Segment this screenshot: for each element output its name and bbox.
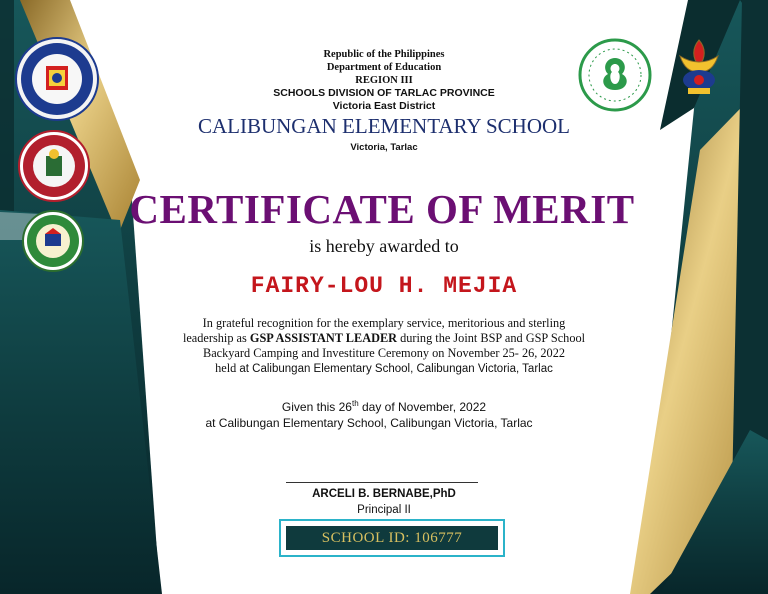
school-id-text: SCHOOL ID: 106777 bbox=[286, 526, 498, 550]
signatory-name: ARCELI B. BERNABE,PhD bbox=[312, 488, 456, 500]
given-block bbox=[0, 396, 768, 431]
given-date-pre: Given this 26 bbox=[281, 400, 352, 414]
paragraph-line-4-pre: held bbox=[215, 361, 240, 375]
school-location: Victoria, Tarlac bbox=[350, 142, 418, 153]
paragraph-line-4 bbox=[0, 361, 768, 377]
role-highlight: GSP ASSISTANT LEADER bbox=[249, 331, 398, 345]
paragraph-line-4-post: at Calibungan Elementary School, Calibungan Victoria, Tarlac bbox=[239, 363, 553, 375]
paragraph-line-2-post: during the Joint BSP and GSP School bbox=[397, 331, 586, 345]
given-date-post: day of November, 2022 bbox=[358, 400, 487, 414]
given-place: at Calibungan Elementary School, Calibungan Victoria, Tarlac bbox=[205, 416, 533, 430]
school-name: CALIBUNGAN ELEMENTARY SCHOOL bbox=[197, 114, 571, 138]
header-division: SCHOOLS DIVISION OF TARLAC PROVINCE bbox=[273, 87, 495, 99]
recipient-name: FAIRY-LOU H. MEJIA bbox=[250, 273, 518, 299]
header-region: REGION III bbox=[355, 75, 413, 86]
given-date-suffix: th bbox=[351, 399, 359, 408]
paragraph-line-3: Backyard Camping and Investiture Ceremony on November 25- 26, 2022 bbox=[203, 346, 565, 360]
recognition-paragraph bbox=[0, 316, 768, 377]
signatory-title: Principal II bbox=[357, 504, 411, 516]
signature-line bbox=[286, 482, 478, 483]
header-district: Victoria East District bbox=[332, 100, 436, 112]
awarded-to-text: is hereby awarded to bbox=[309, 236, 459, 256]
given-date bbox=[0, 396, 768, 415]
header-republic: Republic of the Philippines bbox=[323, 49, 445, 60]
paragraph-line-1: In grateful recognition for the exemplary service, meritorious and sterling bbox=[202, 316, 566, 330]
header-block bbox=[0, 48, 768, 113]
school-id-box bbox=[279, 519, 505, 557]
paragraph-line-2-pre: leadership as bbox=[182, 331, 250, 345]
paragraph-line-2 bbox=[0, 331, 768, 346]
certificate-title: CERTIFICATE OF MERIT bbox=[129, 186, 635, 232]
header-department: Department of Education bbox=[326, 62, 442, 73]
